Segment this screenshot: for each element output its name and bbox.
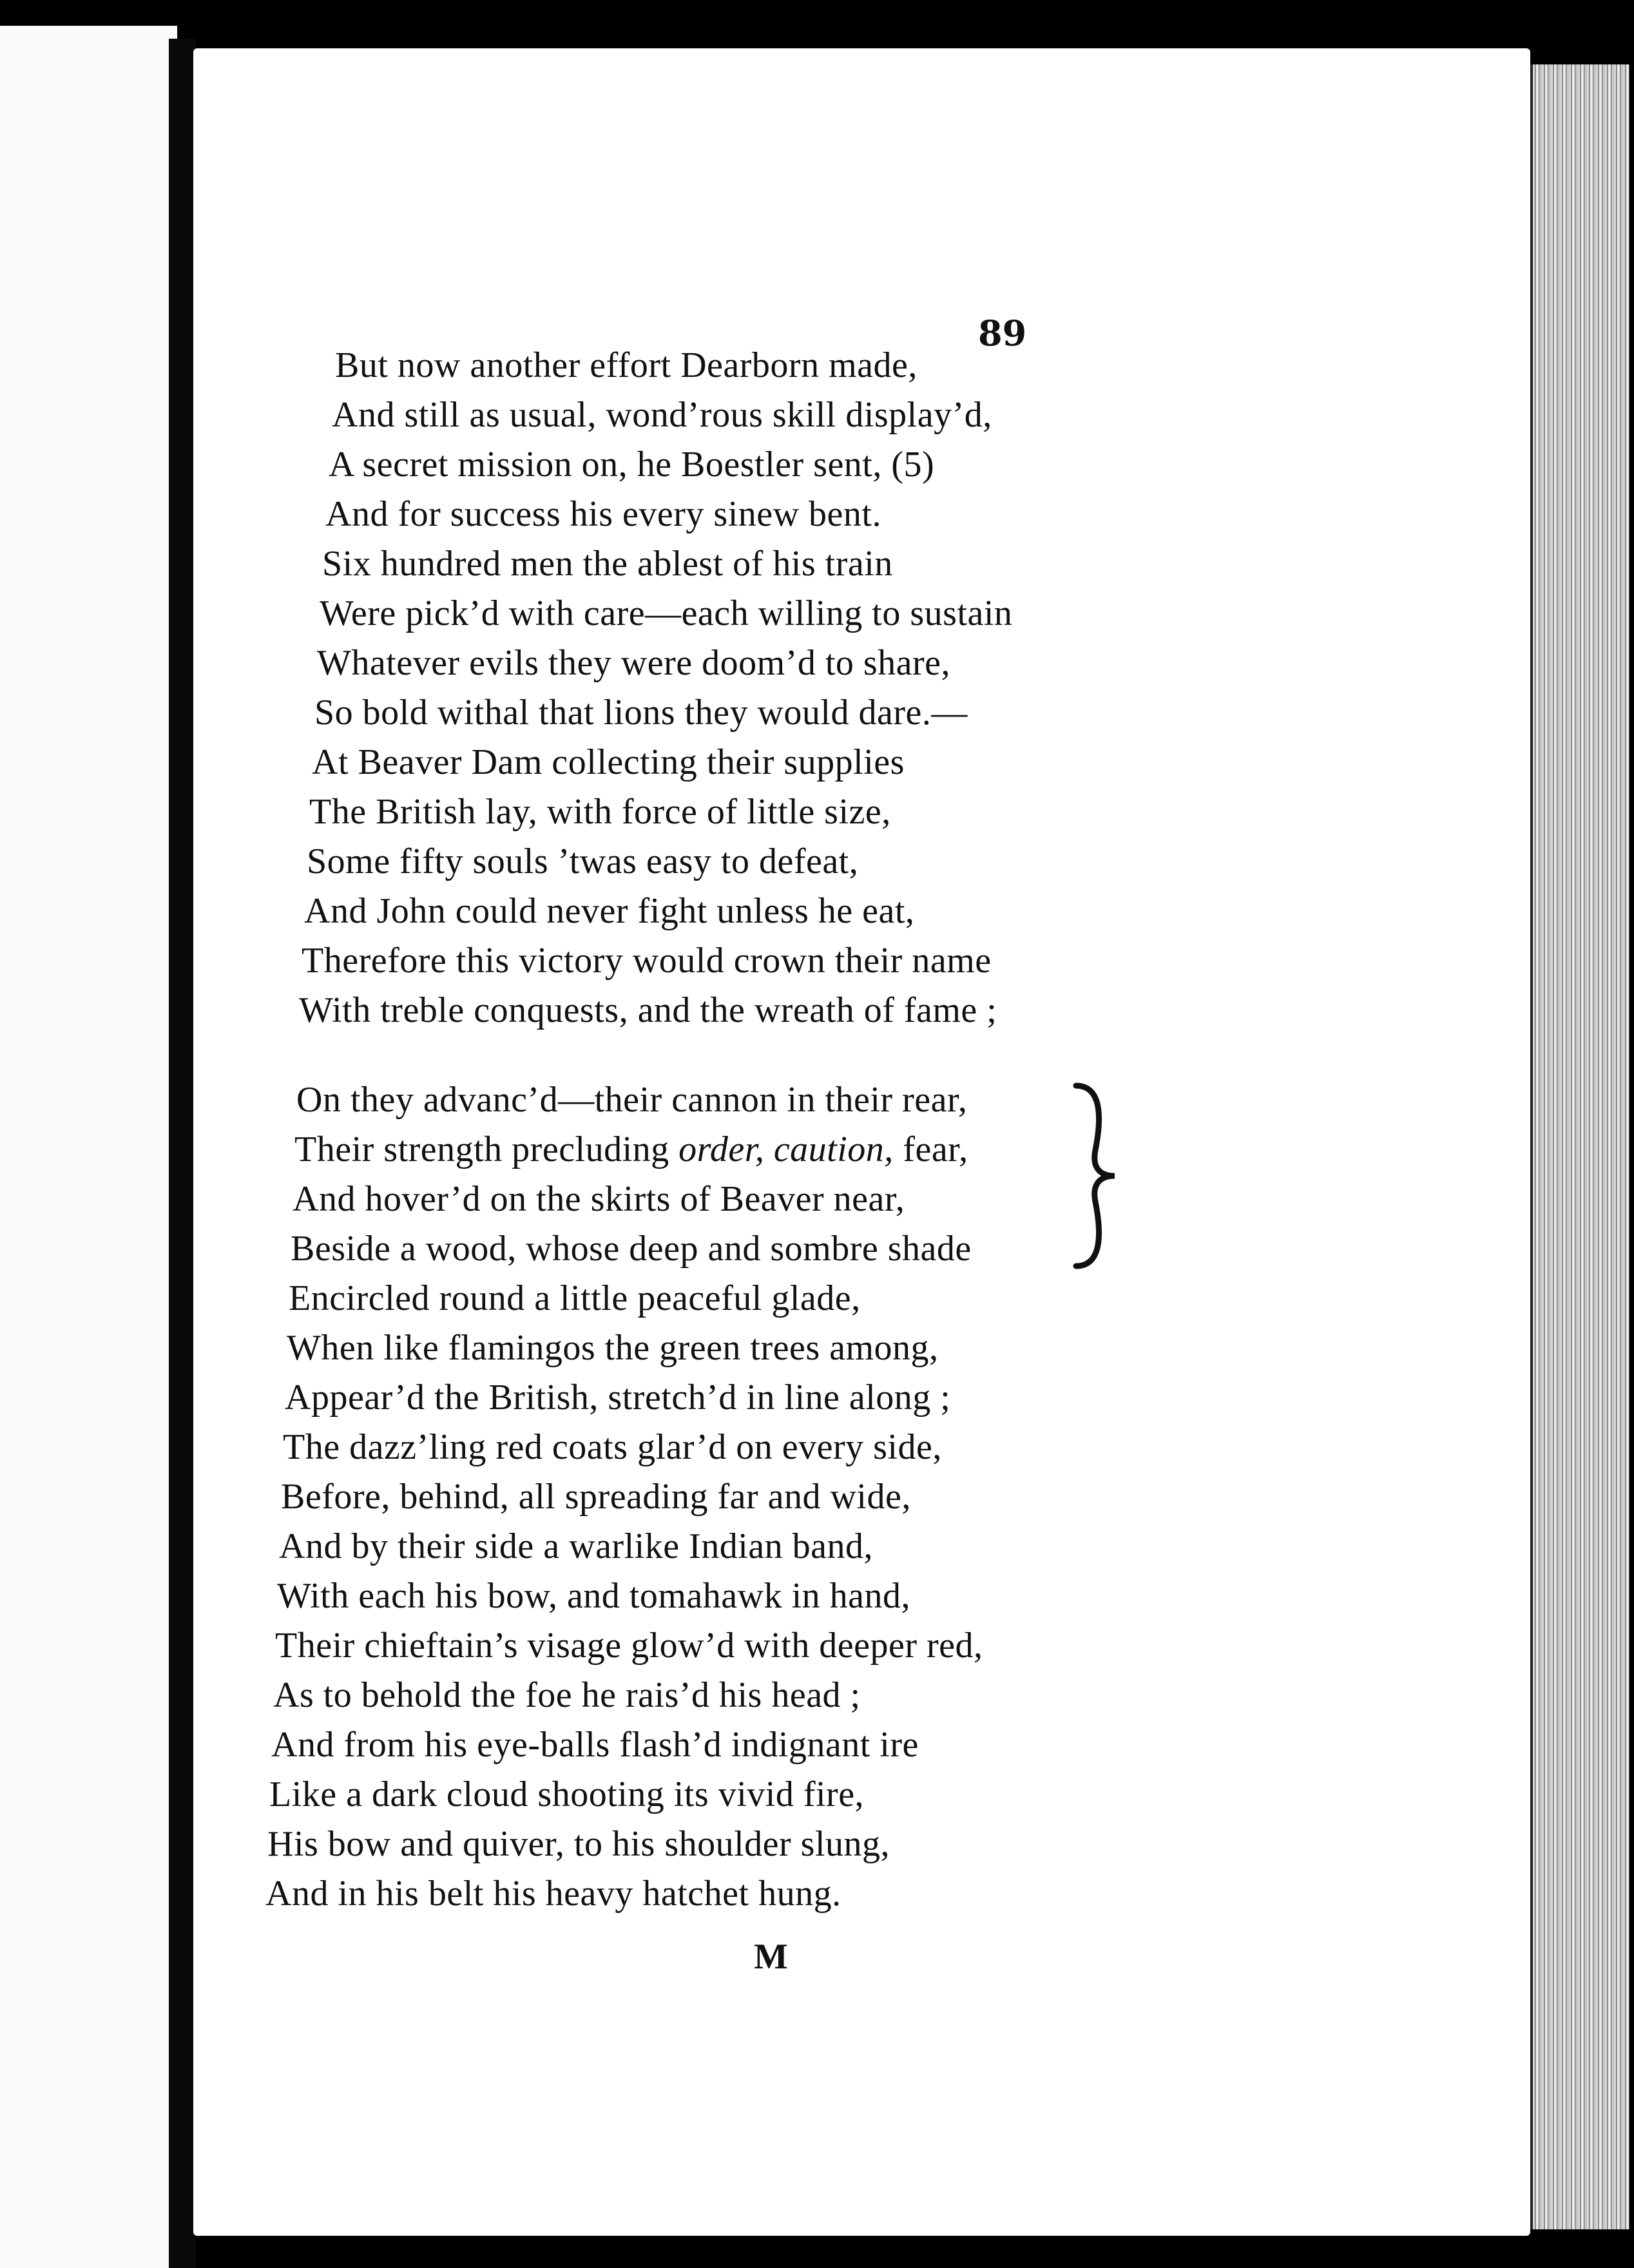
poem-line: His bow and quiver, to his shoulder slung, [267,1824,890,1864]
poem-line: As to behold the foe he rais’d his head ; [273,1675,861,1715]
italic-text: order, caution, [678,1129,894,1169]
poem-line: A secret mission on, he Boestler sent, (5) [329,445,935,485]
poem-line: And John could never fight unless he eat, [304,891,915,931]
poem-line: With treble conquests, and the wreath of fame ; [299,990,997,1030]
poem-line: Beside a wood, whose deep and sombre shade [291,1229,972,1269]
poem-line: At Beaver Dam collecting their supplies [312,742,905,782]
page-number: 89 [978,312,1027,354]
poem-line: The British lay, with force of little size, [309,792,891,832]
poem-line: So bold withal that lions they would dare.— [314,693,968,733]
poem-line: Appear’d the British, stretch’d in line along ; [285,1378,951,1418]
poem-line: Like a dark cloud shooting its vivid fire, [269,1774,865,1814]
poem-line: And for success his every sinew bent. [325,494,881,534]
left-facing-page [0,26,177,2268]
poem-line: The dazz’ling red coats glar’d on every side, [283,1427,942,1467]
poem-line: When like flamingos the green trees among, [287,1328,939,1368]
book-gutter [169,39,196,2268]
line-text: fear, [893,1129,968,1169]
poem-line: And still as usual, wond’rous skill display’d, [332,395,992,435]
poem-line [294,1129,968,1170]
poem-line: With each his bow, and tomahawk in hand, [277,1576,910,1616]
poem-line: But now another effort Dearborn made, [335,345,918,385]
poem-line: Their chieftain’s visage glow’d with deeper red, [275,1626,983,1666]
poem-text [193,48,1530,2236]
poem-line: And from his eye-balls flash’d indignant ire [271,1725,919,1765]
signature-mark: M [754,1937,788,1977]
poem-line: And in his belt his heavy hatchet hung. [265,1874,841,1914]
poem-line: Before, behind, all spreading far and wide, [281,1477,911,1517]
poem-line: Six hundred men the ablest of his train [322,544,893,584]
poem-line: Therefore this victory would crown their name [302,941,992,981]
poem-line: Whatever evils they were doom’d to share, [317,643,951,683]
poem-line: Some fifty souls ’twas easy to defeat, [307,841,859,881]
page-edges [1530,64,1629,2229]
poem-line: Encircled round a little peaceful glade, [289,1278,861,1318]
poem-line: And hover’d on the skirts of Beaver near, [293,1179,905,1219]
line-text: Their strength precluding [294,1129,679,1169]
poem-line: On they advanc’d—their cannon in their rear, [296,1080,968,1120]
book-page [193,48,1530,2236]
poem-line: Were pick’d with care—each willing to sustain [320,593,1013,633]
poem-line: And by their side a warlike Indian band, [279,1526,873,1566]
triplet-brace-icon [1063,1079,1121,1273]
